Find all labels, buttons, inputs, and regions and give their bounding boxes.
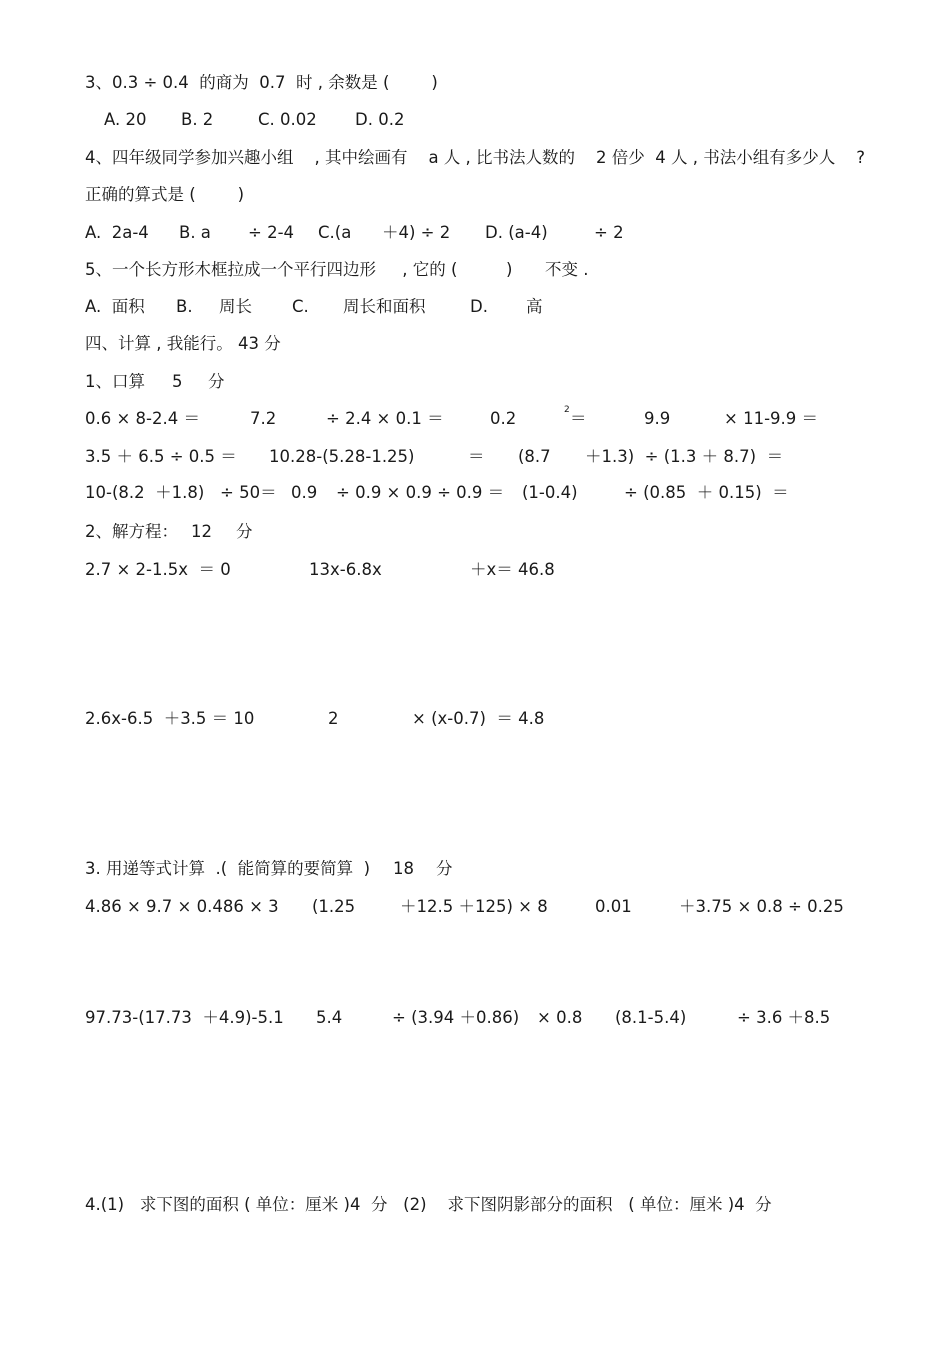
equation-item: 13x-6.8x — [309, 560, 382, 579]
q5-option-b-label: B. — [176, 297, 193, 316]
question-4-stem-line2: 正确的算式是 ( ) — [85, 185, 245, 204]
oral-item: 0.9 — [291, 483, 318, 502]
oral-item: ÷ 2.4 × 0.1 ＝ — [326, 409, 444, 428]
area-question: 4.(1) 求下图的面积 ( 单位：厘米 )4 分 (2) 求下图阴影部分的面积 ( 单位：厘米 )4 分 — [85, 1195, 772, 1214]
equation-item: 2.6x-6.5 ＋3.5 ＝ 10 — [85, 709, 255, 728]
oral-item: 10-(8.2 ＋1.8) — [85, 483, 205, 502]
oral-item: (8.7 — [518, 447, 551, 466]
simplify-item: ＋3.75 × 0.8 ÷ 0.25 — [679, 897, 844, 916]
q5-option-c-label: C. — [292, 297, 309, 316]
oral-title-label: 1、口算 — [85, 372, 145, 391]
simplify-item: × 0.8 — [537, 1008, 583, 1027]
oral-item: 10.28-(5.28-1.25) — [269, 447, 415, 466]
oral-item: 0.2 — [490, 409, 517, 428]
simplify-title-label: 3. 用递等式计算 .( 能简算的要简算 ) — [85, 859, 371, 878]
oral-item: ＋1.3) ÷ (1.3 ＋ 8.7) ＝ — [585, 447, 784, 466]
oral-item: × 11-9.9 ＝ — [724, 409, 819, 428]
oral-item: ＝ — [468, 447, 485, 466]
question-5-stem-part1: 5、一个长方形木框拉成一个平行四边形 , 它的 ( — [85, 260, 458, 279]
q5-option-a: A. 面积 — [85, 297, 145, 316]
oral-exponent: 2 — [564, 405, 570, 415]
equations-title-label: 2、解方程： — [85, 522, 178, 541]
simplify-item: ＋12.5 ＋125) × 8 — [400, 897, 548, 916]
equations-title-unit: 分 — [236, 522, 253, 541]
simplify-item: 97.73-(17.73 ＋4.9)-5.1 — [85, 1008, 284, 1027]
simplify-item: (1.25 — [312, 897, 356, 916]
q4-option-b-part1: B. a — [179, 223, 211, 242]
question-4-stem-line1: 4、四年级同学参加兴趣小组 , 其中绘画有 a 人 , 比书法人数的 2 倍少 4 人 , 书法小组有多少人 ? — [85, 148, 865, 167]
q5-option-b-text: 周长 — [219, 297, 252, 316]
q3-option-c: C. 0.02 — [258, 110, 317, 129]
question-5-stem-part2: ) — [506, 260, 513, 279]
q3-option-d: D. 0.2 — [355, 110, 405, 129]
simplify-item: 0.01 — [595, 897, 632, 916]
oral-title-score: 5 — [172, 372, 183, 391]
section-4-title: 四、计算 , 我能行。 43 分 — [85, 334, 281, 353]
q4-option-c-part2: ＋4) ÷ 2 — [382, 223, 451, 242]
oral-item: ＝ — [570, 409, 587, 428]
equations-title-score: 12 — [191, 522, 212, 541]
q4-option-c-part1: C.(a — [318, 223, 352, 242]
oral-item: 7.2 — [250, 409, 277, 428]
q4-option-a: A. 2a-4 — [85, 223, 149, 242]
q3-option-a: A. 20 — [104, 110, 147, 129]
q4-option-d-part2: ÷ 2 — [594, 223, 624, 242]
simplify-item: (8.1-5.4) — [615, 1008, 687, 1027]
oral-item: ÷ 0.9 × 0.9 ÷ 0.9 ＝ — [336, 483, 505, 502]
oral-title-unit: 分 — [208, 372, 225, 391]
oral-item: 3.5 ＋ 6.5 ÷ 0.5 ＝ — [85, 447, 237, 466]
oral-item: (1-0.4) — [522, 483, 578, 502]
q4-option-b-part2: ÷ 2-4 — [248, 223, 295, 242]
simplify-item: 4.86 × 9.7 × 0.486 × 3 — [85, 897, 279, 916]
equation-item: 2.7 × 2-1.5x ＝ 0 — [85, 560, 231, 579]
equation-item: × (x-0.7) ＝ 4.8 — [412, 709, 545, 728]
equation-item: 2 — [328, 709, 339, 728]
simplify-title-unit: 分 — [436, 859, 453, 878]
oral-item: ÷ 50＝ — [220, 483, 277, 502]
q5-option-c-text: 周长和面积 — [343, 297, 426, 316]
question-3-stem: 3、0.3 ÷ 0.4 的商为 0.7 时 , 余数是 ( ) — [85, 73, 438, 92]
q4-option-d-part1: D. (a-4) — [485, 223, 548, 242]
oral-item: 0.6 × 8-2.4 ＝ — [85, 409, 200, 428]
q5-option-d-text: 高 — [526, 297, 543, 316]
simplify-item: ÷ (3.94 ＋0.86) — [392, 1008, 520, 1027]
oral-item: 9.9 — [644, 409, 671, 428]
oral-item: ÷ (0.85 ＋ 0.15) ＝ — [624, 483, 789, 502]
simplify-item: 5.4 — [316, 1008, 343, 1027]
q5-option-d-label: D. — [470, 297, 488, 316]
simplify-item: ÷ 3.6 ＋8.5 — [737, 1008, 831, 1027]
equation-item: ＋x＝ 46.8 — [470, 560, 555, 579]
question-5-stem-part3: 不变 . — [545, 260, 589, 279]
simplify-title-score: 18 — [393, 859, 414, 878]
q3-option-b: B. 2 — [181, 110, 214, 129]
